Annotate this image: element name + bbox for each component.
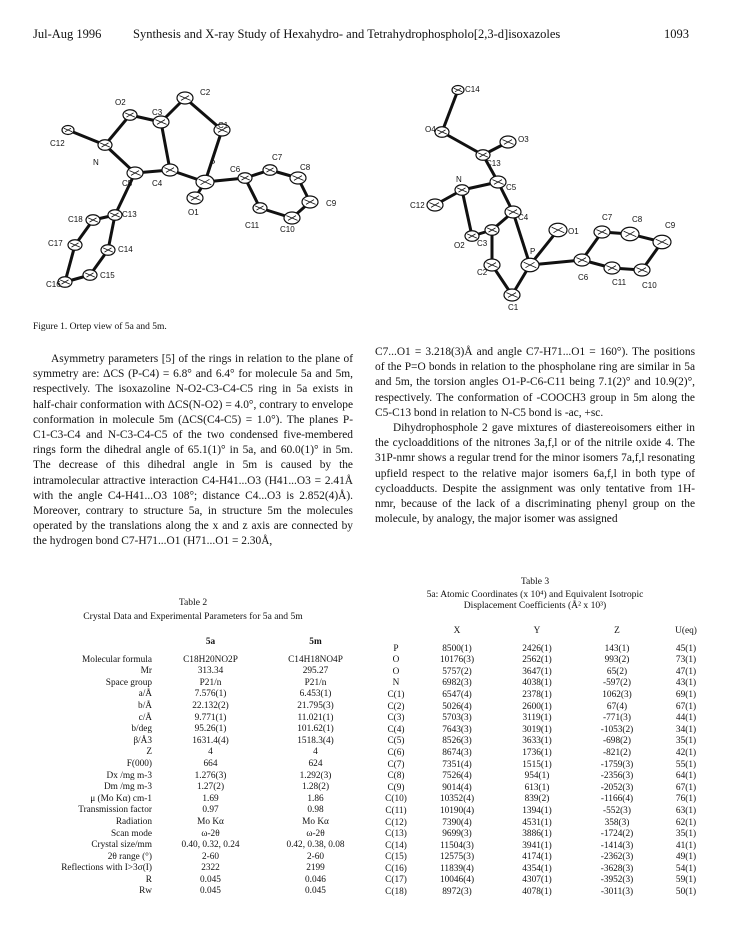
atom-label: N (456, 175, 462, 184)
table-row (375, 760, 715, 772)
table3-cell: 67(4) (606, 701, 628, 712)
table3-atom-label: O (392, 666, 400, 677)
table3-cell: 67(1) (675, 782, 697, 793)
table3-cell: 7351(4) (442, 759, 472, 770)
table2-parameter-label: Reflections with I>3σ(I) (61, 863, 152, 874)
atom-label: O1 (188, 208, 199, 217)
table-row (375, 887, 715, 899)
atom-label: O2 (454, 241, 465, 250)
table3-cell: 43(1) (675, 678, 697, 689)
table2-parameter-label: a/Å (138, 689, 152, 700)
atom-label: C16 (46, 280, 61, 289)
table-row (33, 794, 368, 806)
table-row (375, 864, 715, 876)
table-row (33, 701, 368, 713)
table3-cell: 1062(3) (602, 689, 632, 700)
table2-parameter-label: Dm /mg m-3 (103, 782, 152, 793)
atom-label: C6 (578, 273, 589, 282)
table3-cell: 8500(1) (442, 643, 472, 654)
table3-atom-label: C(1) (387, 689, 405, 700)
table3-cell: 2562(1) (522, 655, 552, 666)
atom-label: C9 (665, 221, 676, 230)
table-row (33, 805, 368, 817)
atom-label: C15 (100, 271, 115, 280)
table3-atom-label: C(6) (387, 747, 405, 758)
table3-cell: -771(3) (603, 713, 631, 724)
atom-label: C2 (200, 88, 211, 97)
table3-cell: 76(1) (675, 794, 697, 805)
table-row (375, 713, 715, 725)
table3-cell: 62(1) (675, 817, 697, 828)
table2-cell: 2322 (201, 863, 220, 874)
table3-cell: -1759(3) (600, 759, 634, 770)
table2-parameter-label: 2θ range (°) (107, 851, 152, 862)
table3-cell: 7526(4) (442, 771, 472, 782)
table3-cell: 358(3) (604, 817, 630, 828)
table3-cell: 7390(4) (442, 817, 472, 828)
table3-cell: 4174(1) (522, 852, 552, 863)
table3-cell: 5703(3) (442, 713, 472, 724)
table3-cell: 67(1) (675, 701, 697, 712)
atom-label: C13 (122, 210, 137, 219)
bond (442, 90, 458, 132)
table3-atom-label: C(8) (387, 771, 405, 782)
table2-cell: 295.27 (302, 666, 329, 677)
table3-atom-label: C(12) (385, 817, 407, 828)
table-row (375, 818, 715, 830)
atom-label: C13 (486, 159, 501, 168)
table-row (375, 794, 715, 806)
table3-cell: 8674(3) (442, 747, 472, 758)
table3-cell: 9699(3) (442, 829, 472, 840)
atom-label: C12 (50, 139, 65, 148)
atom-label: C7 (602, 213, 613, 222)
table-row (33, 678, 368, 690)
bond (161, 122, 170, 170)
table3-atom-label: C(3) (387, 713, 405, 724)
table2-cell: 4 (313, 747, 318, 758)
table-row (375, 702, 715, 714)
table3-cell: 143(1) (604, 643, 630, 654)
table3-cell: 73(1) (675, 655, 697, 666)
table2-cell: 6.453(1) (299, 689, 332, 700)
table3-atom-label: C(5) (387, 736, 405, 747)
table2-cell: 0.98 (307, 805, 324, 816)
page-number: 1093 (664, 27, 689, 41)
table3-cell: 35(1) (675, 736, 697, 747)
table2-cell: 21.795(3) (297, 700, 334, 711)
table3-cell: -821(2) (603, 747, 631, 758)
table3-cell: -698(2) (603, 736, 631, 747)
table3-atom-label: C(10) (385, 794, 407, 805)
atom-label: C11 (612, 278, 627, 287)
table3-cell: 45(1) (675, 643, 697, 654)
table2-parameter-label: R (145, 874, 152, 885)
table-row (33, 713, 368, 725)
atom-label: C14 (465, 85, 480, 94)
table3-cell: 47(1) (675, 666, 697, 677)
table2-parameter-label: Scan mode (110, 828, 152, 839)
table2-cell: 95.26(1) (194, 724, 227, 735)
table3-atom-label: C(4) (387, 724, 405, 735)
paragraph: C7...O1 = 3.218(3)Å and angle C7-H71...O1 = 160°). The positions of the P=O bonds in relation to the phospholane ring are similar in 5a and 5m, the torsion angles O1-P-C6-C11 being 7.1(2)° and 10.9(2)°, respectively. The conformation of -COOCH3 group in 5m along the C5-C13 bond in relation to N-C5 bond is -ac, +sc. (375, 346, 695, 419)
atom-label: C5 (506, 183, 517, 192)
table2-parameter-label: Rw (139, 886, 152, 897)
table3-cell: 613(1) (524, 782, 550, 793)
table2-cell: 1.27(2) (196, 782, 225, 793)
table3-atom-label: C(13) (385, 829, 407, 840)
table3-cell: 41(1) (675, 840, 697, 851)
atom-label: N (93, 158, 99, 167)
table-row (33, 863, 368, 875)
table3-cell: 954(1) (524, 771, 550, 782)
table3-atom-label: C(14) (385, 840, 407, 851)
table3-cell: -1414(3) (600, 840, 634, 851)
table2-cell: 1.292(3) (299, 770, 332, 781)
table3-cell: -2362(3) (600, 852, 634, 863)
running-title: Synthesis and X-ray Study of Hexahydro- and Tetrahydrophospholo[2,3-d]isoxazoles (133, 27, 561, 41)
bond (205, 130, 222, 182)
table3-title: Table 3 (520, 576, 550, 587)
table2-cell: 1.276(3) (194, 770, 227, 781)
table3-cell: 4354(1) (522, 863, 552, 874)
table2-parameter-label: Crystal size/mm (91, 840, 152, 851)
table-row (33, 666, 368, 678)
table3-cell: -1724(2) (600, 829, 634, 840)
table3-cell: 6982(3) (442, 678, 472, 689)
table3-atom-label: C(17) (385, 875, 407, 886)
right-column-text (375, 345, 695, 527)
atom-label: C17 (48, 239, 63, 248)
table2-parameter-label: F(000) (126, 758, 152, 769)
table3-cell: 63(1) (675, 805, 697, 816)
table3-cell: -1166(4) (600, 794, 634, 805)
table3-cell: 5757(2) (442, 666, 472, 677)
table2-cell: Mo Kα (302, 816, 329, 827)
atom-label: C5 (122, 179, 133, 188)
table3-cell: 3019(1) (522, 724, 552, 735)
table2-cell: 664 (203, 758, 218, 769)
table3-cell: 4531(1) (522, 817, 552, 828)
table3-cell: 10046(4) (439, 875, 475, 886)
table3-cell: 3941(1) (522, 840, 552, 851)
table2-cell: 0.97 (202, 805, 219, 816)
table-row (375, 806, 715, 818)
table2-cell: 0.045 (200, 886, 221, 897)
atom-label: C1 (218, 121, 229, 130)
atom-label: C18 (68, 215, 83, 224)
table-row (33, 759, 368, 771)
table3-cell: 4307(1) (522, 875, 552, 886)
atom-label: C12 (410, 201, 425, 210)
table-row (375, 748, 715, 760)
table3-cell: 69(1) (675, 689, 697, 700)
table-row (375, 852, 715, 864)
table2-parameter-label: Mr (140, 666, 152, 677)
table3-cell: 3886(1) (522, 829, 552, 840)
table3-header-row (375, 626, 715, 638)
table2-cell: 2199 (306, 863, 325, 874)
table-row (33, 840, 368, 852)
table2-cell: Mo Kα (197, 816, 224, 827)
table2-parameter-label: Transmission factor (78, 805, 152, 816)
table2-parameter-label: β/Å3 (133, 735, 152, 746)
atom-label: C3 (477, 239, 488, 248)
table-row (33, 724, 368, 736)
table3-cell: 11839(4) (440, 863, 474, 874)
table2-cell: 0.045 (200, 874, 221, 885)
table2-title: Table 2 (178, 597, 208, 608)
table3-atom-label: P (393, 643, 399, 654)
table2-parameter-label: μ (Mo Kα) cm-1 (90, 793, 152, 804)
table3-cell: 12575(3) (439, 852, 475, 863)
table3-atom-label: C(15) (385, 852, 407, 863)
atom-label: C4 (518, 213, 529, 222)
atom-label: P (530, 247, 536, 256)
table-row (375, 690, 715, 702)
atom-label: C14 (118, 245, 133, 254)
table2-cell: 624 (308, 758, 323, 769)
bond (462, 190, 472, 236)
table3-subtitle-2: Displacement Coefficients (Å² x 10³) (463, 600, 607, 611)
table3-atom-label: C(18) (385, 887, 407, 898)
table2-cell: 0.42, 0.38, 0.08 (286, 840, 345, 851)
table2-cell: 101.62(1) (297, 724, 334, 735)
table2-parameter-label: Dx /mg m-3 (106, 770, 152, 781)
table3-cell: 839(2) (524, 794, 550, 805)
table-row (33, 829, 368, 841)
paragraph: Dihydrophosphole 2 gave mixtures of diastereoisomers either in the cycloadditions of the nitrones 3a,f,l or of the nitrile oxide 4. The 31P-nmr shows a regular trend for the minor isomers 7a,f,l resonating upfield respect to the relative major isomers 6a,f,l in both type of cycloadducts. Despite the assignment was only tentative from 1H-nmr, because of the lack of a discriminating phenyl group on the molecule, by analogy, the major isomer was assigned (375, 422, 695, 526)
table3-cell: 2600(1) (522, 701, 552, 712)
atom-label: C8 (300, 163, 311, 172)
table3-atom-label: C(7) (387, 759, 405, 770)
table2-parameter-label: Z (146, 747, 152, 758)
table3-cell: 49(1) (675, 852, 697, 863)
table-row (375, 829, 715, 841)
table3-cell: 55(1) (675, 759, 697, 770)
table-row (375, 667, 715, 679)
atom-label: O4 (425, 125, 436, 134)
table2-cell: C18H20NO2P (183, 654, 238, 665)
atom-label: C6 (230, 165, 241, 174)
table3-col-header: Y (533, 626, 541, 636)
table3-cell: 5026(4) (442, 701, 472, 712)
table2-cell: 1.69 (202, 793, 219, 804)
table2-parameter-label: Radiation (115, 816, 152, 827)
table2-cell: 1631.4(4) (192, 735, 229, 746)
table2-cell: 11.021(1) (297, 712, 334, 723)
header-date: Jul-Aug 1996 (33, 27, 102, 41)
table3-atom-label: C(11) (385, 805, 407, 816)
atom-label: C2 (477, 268, 488, 277)
table2-parameter-label: c/Å (138, 712, 152, 723)
table3-atom-label: C(9) (387, 782, 405, 793)
table2-cell: P21/n (199, 677, 222, 688)
table2-cell: 0.40, 0.32, 0.24 (181, 840, 240, 851)
table2-cell: 0.045 (305, 886, 326, 897)
table-row (375, 841, 715, 853)
table3-cell: 2426(1) (522, 643, 552, 654)
table2-cell: 4 (208, 747, 213, 758)
table-row (33, 655, 368, 667)
table2-parameter-label: Molecular formula (82, 654, 152, 665)
table-row (33, 886, 368, 898)
atom-label: C1 (508, 303, 519, 312)
table3-cell: -1053(2) (600, 724, 634, 735)
table3-cell: 993(2) (604, 655, 630, 666)
paragraph: Asymmetry parameters [5] of the rings in relation to the plane of symmetry are: ΔCS (P-C4) = 6.8° and 6.4° for molecule 5a and 5m, respectively. The isoxazoline N-O2-C3-C4-C5 ring in 5a exists in half-chair conformation with ΔCS(N-O2) = 4.0°, contrary to envelope conformation in molecule 5m (ΔCS(C4-C5) = 1.0°). The planes P-C1-C3-C4 and N-C3-C4-C5 of the two condensed five-membered rings form the dihedral angle of 65.1(1)° in 5a, and 60.0(1)° in 5m. The decrease of this dihedral angle in 5m is caused by the intramolecular attractive interaction C4-H41...O3 (H41...O3 = 2.41Å with the angle C4-H41...O3 108°; distance C4...O3 is 2.852(4)Å). Moreover, contrary to structure 5a, in structure 5m the molecules operated by the translations along the x and z axis are connected by the hydrogen bond C7-H71...O1 (H71...O1 = 2.30Å, (33, 353, 353, 548)
table3-cell: -3628(3) (600, 863, 634, 874)
table-row (375, 725, 715, 737)
table-row (33, 875, 368, 887)
atom-label: C8 (632, 215, 643, 224)
table3-atomic-coordinates (375, 626, 715, 899)
table3-cell: 3633(1) (522, 736, 552, 747)
table-row (375, 736, 715, 748)
table3-cell: 42(1) (675, 747, 697, 758)
table2-cell: 2-60 (201, 851, 220, 862)
table-row (33, 817, 368, 829)
table2-cell: ω-2θ (306, 828, 325, 839)
table2-crystal-data (33, 637, 368, 898)
table2-cell: 1518.3(4) (297, 735, 334, 746)
table2-col-header: 5m (309, 637, 322, 647)
table3-cell: -2052(3) (600, 782, 634, 793)
table3-atom-label: O (392, 655, 400, 666)
table2-cell: 2-60 (306, 851, 325, 862)
table3-cell: 2378(1) (522, 689, 552, 700)
table2-cell: P21/n (304, 677, 327, 688)
atom-label: C10 (642, 281, 657, 290)
table3-cell: 34(1) (675, 724, 697, 735)
table3-col-header: X (453, 626, 461, 636)
atom-label: C9 (326, 199, 337, 208)
table3-atom-label: C(2) (387, 701, 405, 712)
table-row (33, 782, 368, 794)
table-row (375, 655, 715, 667)
table3-cell: 10352(4) (439, 794, 475, 805)
table2-parameter-label: b/Å (138, 700, 152, 711)
atom-label: C7 (272, 153, 283, 162)
table3-atom-label: N (392, 678, 400, 689)
atom-label: C10 (280, 225, 295, 234)
table3-cell: 59(1) (675, 875, 697, 886)
table3-atom-label: C(16) (385, 863, 407, 874)
table3-cell: 6547(4) (442, 689, 472, 700)
table2-cell: C14H18NO4P (288, 654, 343, 665)
table-row (33, 852, 368, 864)
atom-label: O3 (518, 135, 529, 144)
table3-cell: 4078(1) (522, 887, 552, 898)
table2-parameter-label: b/deg (131, 724, 152, 735)
table3-cell: 65(2) (606, 666, 628, 677)
table-row (375, 783, 715, 795)
table3-cell: 35(1) (675, 829, 697, 840)
table3-cell: -3952(3) (600, 875, 634, 886)
table2-col-header: 5a (205, 637, 216, 647)
table3-cell: 10176(3) (439, 655, 475, 666)
table3-cell: 10190(4) (439, 805, 475, 816)
table3-cell: 1736(1) (522, 747, 552, 758)
table3-cell: -3011(3) (600, 887, 634, 898)
table-row (375, 875, 715, 887)
table-row (33, 747, 368, 759)
table2-header-row (33, 637, 368, 649)
atom-label: C3 (152, 108, 163, 117)
table-row (375, 771, 715, 783)
table3-cell: 54(1) (675, 863, 697, 874)
table3-cell: 3647(1) (522, 666, 552, 677)
table3-col-header: Z (614, 626, 620, 636)
table2-cell: 22.132(2) (192, 700, 229, 711)
table-row (33, 689, 368, 701)
left-column-text (33, 352, 353, 550)
table3-cell: 8972(3) (442, 887, 472, 898)
table2-parameter-label: Space group (105, 677, 152, 688)
table3-cell: 1394(1) (522, 805, 552, 816)
table3-cell: -2356(3) (600, 771, 634, 782)
table2-cell: 1.28(2) (301, 782, 330, 793)
atom-label: O1 (568, 227, 579, 236)
table3-col-header: U(eq) (675, 626, 697, 636)
table2-cell: 1.86 (307, 793, 324, 804)
table-row (33, 736, 368, 748)
table3-subtitle-1: 5a: Atomic Coordinates (x 10⁴) and Equivalent Isotropic (426, 589, 644, 600)
table2-cell: 0.046 (305, 874, 326, 885)
table3-cell: 11504(3) (440, 840, 474, 851)
table3-cell: -552(3) (603, 805, 631, 816)
table3-cell: 64(1) (675, 771, 697, 782)
table2-cell: 9.771(1) (194, 712, 227, 723)
table3-cell: 8526(3) (442, 736, 472, 747)
atom-label: C4 (152, 179, 163, 188)
table3-cell: 1515(1) (522, 759, 552, 770)
table2-subtitle: Crystal Data and Experimental Parameters for 5a and 5m (83, 611, 303, 622)
table3-cell: 44(1) (675, 713, 697, 724)
table3-cell: -597(2) (603, 678, 631, 689)
table-row (375, 644, 715, 656)
table3-cell: 3119(1) (522, 713, 552, 724)
table3-cell: 4038(1) (522, 678, 552, 689)
table3-cell: 50(1) (675, 887, 697, 898)
table-row (33, 771, 368, 783)
table3-cell: 7643(3) (442, 724, 472, 735)
table2-cell: 313.34 (197, 666, 224, 677)
table-row (375, 678, 715, 690)
table2-cell: 7.576(1) (194, 689, 227, 700)
figure-caption: Figure 1. Ortep view of 5a and 5m. (33, 322, 167, 332)
atom-label: P (210, 159, 216, 168)
table3-cell: 9014(4) (442, 782, 472, 793)
atom-label: C11 (245, 221, 260, 230)
ortep-figure (30, 70, 700, 320)
atom-label: O2 (115, 98, 126, 107)
table2-cell: ω-2θ (201, 828, 220, 839)
